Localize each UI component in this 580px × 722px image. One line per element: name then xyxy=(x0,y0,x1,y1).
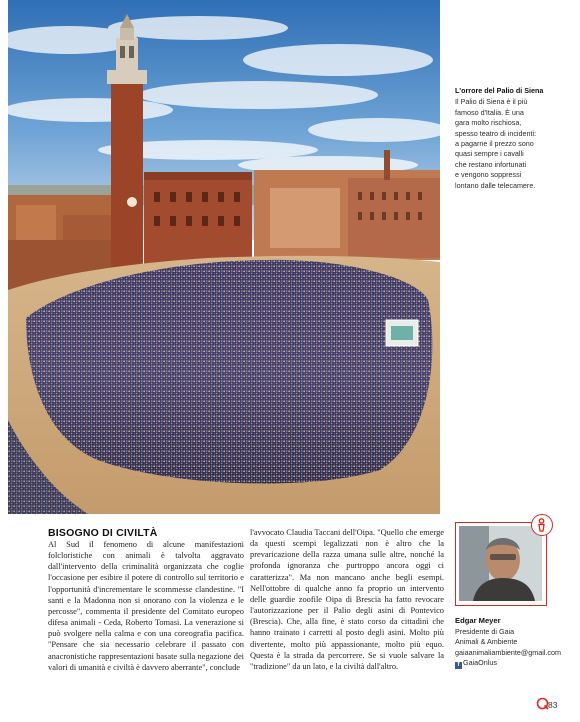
caption-line: quasi sempre i cavalli xyxy=(455,149,524,159)
caption-line: gara molto rischiosa, xyxy=(455,118,522,128)
author-role: Presidente di Gaia xyxy=(455,626,515,636)
article-column-2: l'avvocato Claudia Taccani dell'Oipa. "Quello che emerge da questi scempi legalizzati non è altro che la prevaricazione della razza umana sulle altre, nonché la profonda ignoranza che purtroppo ancora oggi ci caratterizza". Ma non mancano anche begli esempi. Nell'ottobre di qualche anno fa proprio un intervento delle guardie zoofile Oipa di Brescia ha fatto revocare l'autorizzazione per il Palio degli asini di Pontevico (Brescia). Che, alla fine, è stato corso da cittadini che hanno trainato i carretti al posto degli asini. Molto più divertente, molto più appassionante, molto più equo. Questa è la strada da percorrere. Se si vuole salvare la "tradizione" da un lato, e la civiltà dall'altro. xyxy=(250,528,444,671)
author-photo-frame xyxy=(455,522,547,606)
caption-line: che restano infortunati xyxy=(455,159,527,169)
author-name: Edgar Meyer xyxy=(455,616,501,625)
caption-line: lontano dalle telecamere. xyxy=(455,180,536,190)
page-number: 83 xyxy=(548,700,558,710)
author-avatar xyxy=(459,526,543,602)
caption-line: Il Palio di Siena è il più xyxy=(455,97,528,107)
article-photo xyxy=(8,0,440,514)
caption-line: famoso d'Italia. È una xyxy=(455,107,524,117)
photo-caption xyxy=(455,86,573,191)
caption-title: L'orrore del Palio di Siena xyxy=(455,86,544,95)
author-badge-icon xyxy=(531,514,553,536)
facebook-handle[interactable]: GaiaOnlus xyxy=(463,658,497,668)
author-role: Animali & Ambiente xyxy=(455,637,518,647)
author-facebook[interactable] xyxy=(455,658,580,669)
author-info xyxy=(455,616,580,669)
article-heading: BISOGNO DI CIVILTÀ xyxy=(48,527,158,539)
facebook-icon: f xyxy=(455,662,462,669)
caption-line: a pagarne il prezzo sono xyxy=(455,139,534,149)
caption-line: spesso teatro di incidenti: xyxy=(455,128,537,138)
caption-line: e vengono soppressi xyxy=(455,170,522,180)
author-email[interactable]: gaiaanimaliambiente@gmail.com xyxy=(455,647,561,657)
article-column-1: Al Sud il fenomeno di alcune manifestazioni folcloristiche con animali è talvolta aggravato dall'intervento della criminalità organizzata che coglie l'occasione per esibire il potere di controllo sul territorio e l'opportunità d'incrementare le scommesse clandestine. "I santi e la Madonna non si onorano con la violenza e le percosse", commenta il presidente del Comitato europeo difesa animali - Ceda, Roberto Tomasi. La venerazione si può svolgere nella calma e con una coreografia pacifica. "Pensare che sia necessario celebrare il passato con anacronistiche rappresentazioni basate sulla negazione dei valori di umanità e civiltà è davvero aberrante", conclude xyxy=(48,540,244,672)
